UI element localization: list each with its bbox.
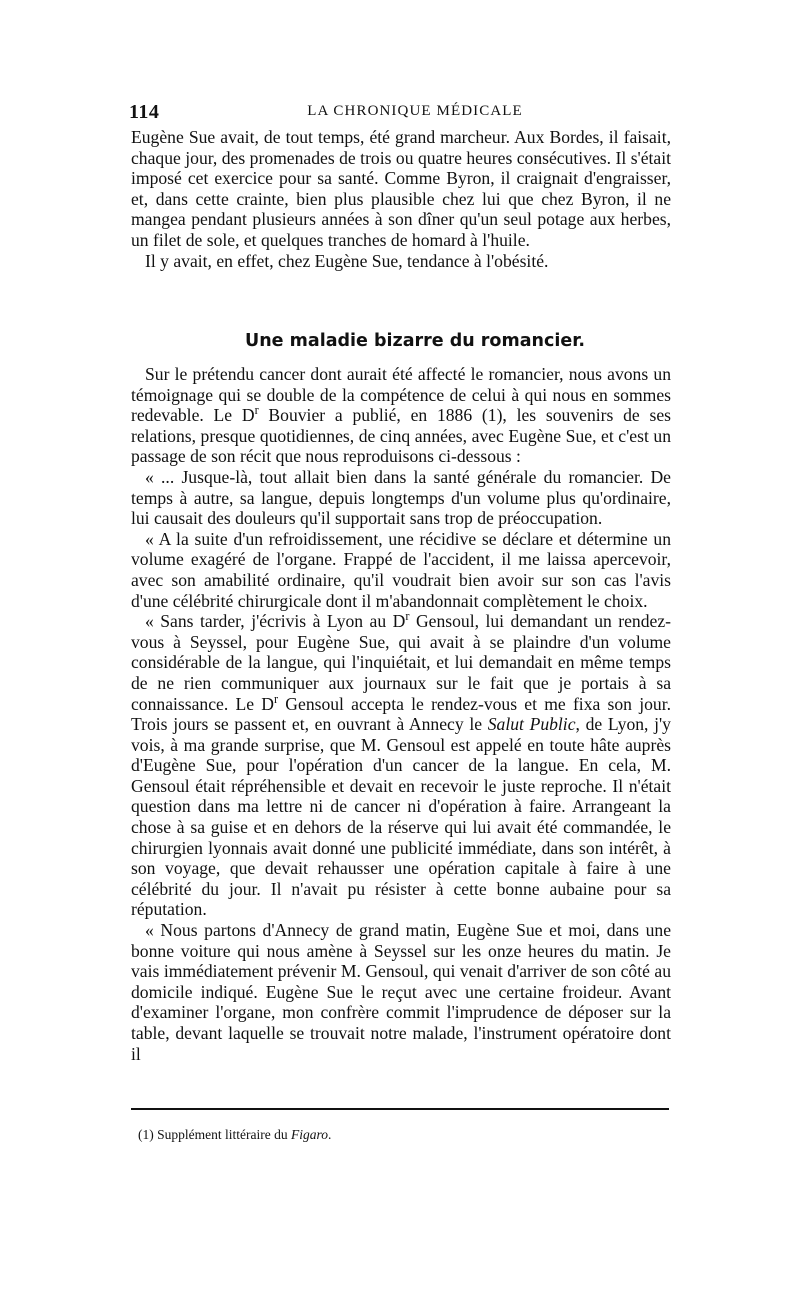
text-run: « Sans tarder, j'écrivis à Lyon au D [145,611,406,632]
footnote-rule [131,1108,669,1110]
section-heading: Une maladie bizarre du romancier. [245,331,585,351]
paragraph [131,364,671,467]
footnote-end: . [327,1127,332,1142]
text-run: Gensoul, lui demandant un rendez-vous à Seyssel, pour Eugène Sue, qui avait à se plaindre d'un volume considérable de la langue, qui l'inquiétait, et lui demandait en même temps de ne rien communiquer aux journaux sur le fait que je portais à sa connaissance. Le D [131,611,672,714]
paragraph: Il y avait, en effet, chez Eugène Sue, tendance à l'obésité. [145,250,549,271]
footnote-text: (1) Supplément littéraire du [138,1127,291,1142]
paragraph: « Nous partons d'Annecy de grand matin, Eugène Sue et moi, dans une bonne voiture qui nous amène à Seyssel sur les onze heures du matin. Je vais immédiatement prévenir M. Gensoul, qui venait d'arriver de son côté au domicile indiqué. Eugène Sue le reçut avec une certaine froideur. Avant d'examiner l'organe, mon confrère commit l'imprudence de déposer sur la table, devant laquelle se trouvait notre malade, l'instrument opératoire dont il [131,920,671,1064]
intro-text-block [131,127,671,271]
paragraph [131,611,671,920]
footnote [138,1127,331,1143]
text-run: Sur le prétendu cancer dont aurait été affecté le romancier, nous avons un témoignage qui se double de la compétence de celui à qui nous en sommes redevable. Le D [131,364,671,426]
paragraph: « ... Jusque-là, tout allait bien dans la santé générale du romancier. De temps à autre, sa langue, depuis longtemps d'un volume plus qu'ordinaire, lui causait des douleurs qu'il supportait sans trop de préoccupation. [131,466,671,529]
italic-title: Salut Public [487,714,576,735]
page-number: 114 [129,101,160,123]
text-run: Gensoul accepta le rendez-vous et me fixa son jour. Trois jours se passent et, en ouvrant à Annecy le [131,693,671,735]
superscript: r [273,691,279,706]
main-text-block [131,364,671,1064]
superscript: r [405,609,410,624]
running-title: LA CHRONIQUE MÉDICALE [307,103,523,119]
paragraph: Eugène Sue avait, de tout temps, été grand marcheur. Aux Bordes, il faisait, chaque jour, des promenades de trois ou quatre heures consécutives. Il s'était imposé cet exercice pour sa santé. Comme Byron, il craignait d'engraisser, et, dans cette crainte, bien plus plausible chez lui que chez Byron, il ne mangea pendant plusieurs années à son dîner qu'un seul potage aux herbes, un filet de sole, et quelques tranches de homard à l'huile. [131,127,671,250]
paragraph: « A la suite d'un refroidissement, une récidive se déclare et détermine un volume exagéré de l'organe. Frappé de l'accident, il me laissa apercevoir, avec son amabilité ordinaire, qu'il voudrait bien avoir sur son cas l'avis d'une célébrité chirurgicale dont il m'abandonnait complètement le choix. [131,528,671,611]
footnote-italic: Figaro [290,1127,328,1142]
text-run: , de Lyon, j'y vois, à ma grande surprise, que M. Gensoul est appelé en toute hâte auprès d'Eugène Sue, pour l'opération d'un cancer de la langue. En cela, M. Gensoul était répréhensible et devait en recevoir le juste reproche. Il n'était question dans ma lettre ni de cancer ni d'opération à faire. Arrangeant la chose à sa guise et en dehors de la réserve qui lui avait été commandée, le chirurgien lyonnais avait donné une publicité immédiate, dans son intérêt, à son voyage, que devait rehausser une opération capitale à faire à une célébrité du jour. Il n'avait pu résister à cette bonne aubaine pour sa réputation. [131,714,671,920]
text-run: Bouvier a publié, en 1886 (1), les souvenirs de ses relations, presque quotidiennes, de cinq années, avec Eugène Sue, et c'est un passage de son récit que nous reproduisons ci-dessous : [131,405,671,467]
superscript: r [254,403,259,418]
